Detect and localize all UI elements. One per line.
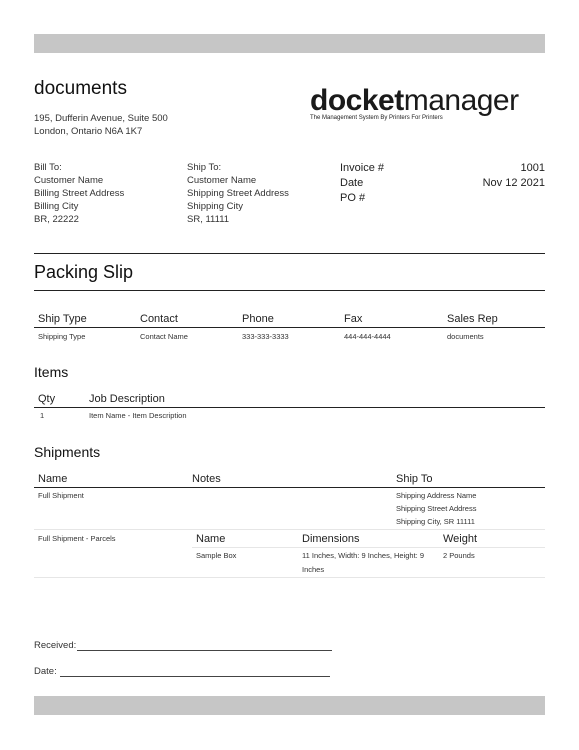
item-description: Item Name - Item Description (89, 411, 187, 420)
shipment-1-ship-to-street: Shipping Street Address (396, 504, 477, 513)
invoice-number-label: Invoice # (340, 162, 385, 174)
col-header-contact: Contact (140, 313, 178, 325)
ship-table-header-rule (34, 327, 545, 328)
footer-bar (34, 696, 545, 715)
shipment-row-divider (34, 529, 545, 530)
shipment-1-ship-to-name: Shipping Address Name (396, 491, 477, 500)
received-signature-line[interactable] (77, 650, 332, 651)
fax-value: 444-444-4444 (344, 332, 391, 341)
address-line-1: 195, Dufferin Avenue, Suite 500 (34, 113, 168, 124)
col-header-ship-to: Ship To (396, 473, 433, 485)
parcel-name: Sample Box (196, 551, 237, 560)
col-header-phone: Phone (242, 313, 274, 325)
bill-to-name: Customer Name (34, 175, 104, 186)
shipment-2-name: Full Shipment - Parcels (38, 534, 116, 543)
header-bar (34, 34, 545, 53)
ship-to-label: Ship To: (187, 162, 222, 173)
col-header-fax: Fax (344, 313, 363, 325)
logo-light-text: manager (403, 84, 519, 117)
company-address (34, 112, 168, 138)
ship-to-block (187, 161, 289, 226)
col-header-shipment-name: Name (38, 473, 68, 485)
parcel-header-name: Name (196, 533, 226, 545)
col-header-sales-rep: Sales Rep (447, 313, 498, 325)
ship-to-name: Customer Name (187, 175, 257, 186)
shipments-bottom-divider (34, 577, 545, 578)
col-header-ship-type: Ship Type (38, 313, 87, 325)
received-label: Received: (34, 640, 77, 651)
ship-to-region: SR, 11111 (187, 214, 230, 225)
po-number-label: PO # (340, 192, 366, 204)
bill-to-street: Billing Street Address (34, 188, 125, 199)
parcel-header-weight: Weight (443, 533, 478, 545)
ship-to-street: Shipping Street Address (187, 188, 289, 199)
col-header-notes: Notes (192, 473, 221, 485)
invoice-info (340, 161, 545, 206)
date-label: Date: (34, 666, 57, 677)
company-name: documents (34, 78, 127, 99)
contact-value: Contact Name (140, 332, 188, 341)
invoice-date-value: Nov 12 2021 (482, 177, 545, 189)
date-signature-line[interactable] (60, 676, 330, 677)
bill-to-city: Billing City (34, 201, 79, 212)
address-line-2: London, Ontario N6A 1K7 (34, 126, 143, 137)
invoice-number-value: 1001 (520, 162, 545, 174)
parcel-dimensions-line-2: Inches (302, 565, 325, 574)
ship-to-city: Shipping City (187, 201, 243, 212)
parcel-header-rule (192, 547, 545, 548)
item-qty: 1 (40, 411, 45, 420)
logo-bold-text: docket (310, 84, 404, 117)
ship-type-value: Shipping Type (38, 332, 86, 341)
shipments-header-rule (34, 487, 545, 488)
docketmanager-logo (310, 86, 530, 121)
parcel-dimensions-line-1: 11 Inches, Width: 9 Inches, Height: 9 (302, 551, 425, 560)
shipments-heading: Shipments (34, 444, 101, 460)
title-top-rule (34, 253, 545, 254)
bill-to-block (34, 161, 124, 226)
phone-value: 333-333-3333 (242, 332, 289, 341)
parcel-header-dimensions: Dimensions (302, 533, 360, 545)
invoice-date-label: Date (340, 177, 364, 189)
logo-tagline: The Management System By Printers For Printers (310, 115, 443, 121)
sales-rep-value: documents (447, 332, 484, 341)
col-header-qty: Qty (38, 393, 56, 405)
shipment-1-name: Full Shipment (38, 491, 84, 500)
page-title: Packing Slip (34, 262, 134, 282)
col-header-job-description: Job Description (89, 393, 165, 405)
shipment-1-ship-to-city: Shipping City, SR 11111 (396, 517, 475, 526)
items-header-rule (34, 407, 545, 408)
bill-to-region: BR, 22222 (34, 214, 79, 225)
bill-to-label: Bill To: (34, 162, 62, 173)
items-heading: Items (34, 364, 69, 380)
parcel-weight: 2 Pounds (443, 551, 475, 560)
title-bottom-rule (34, 290, 545, 291)
